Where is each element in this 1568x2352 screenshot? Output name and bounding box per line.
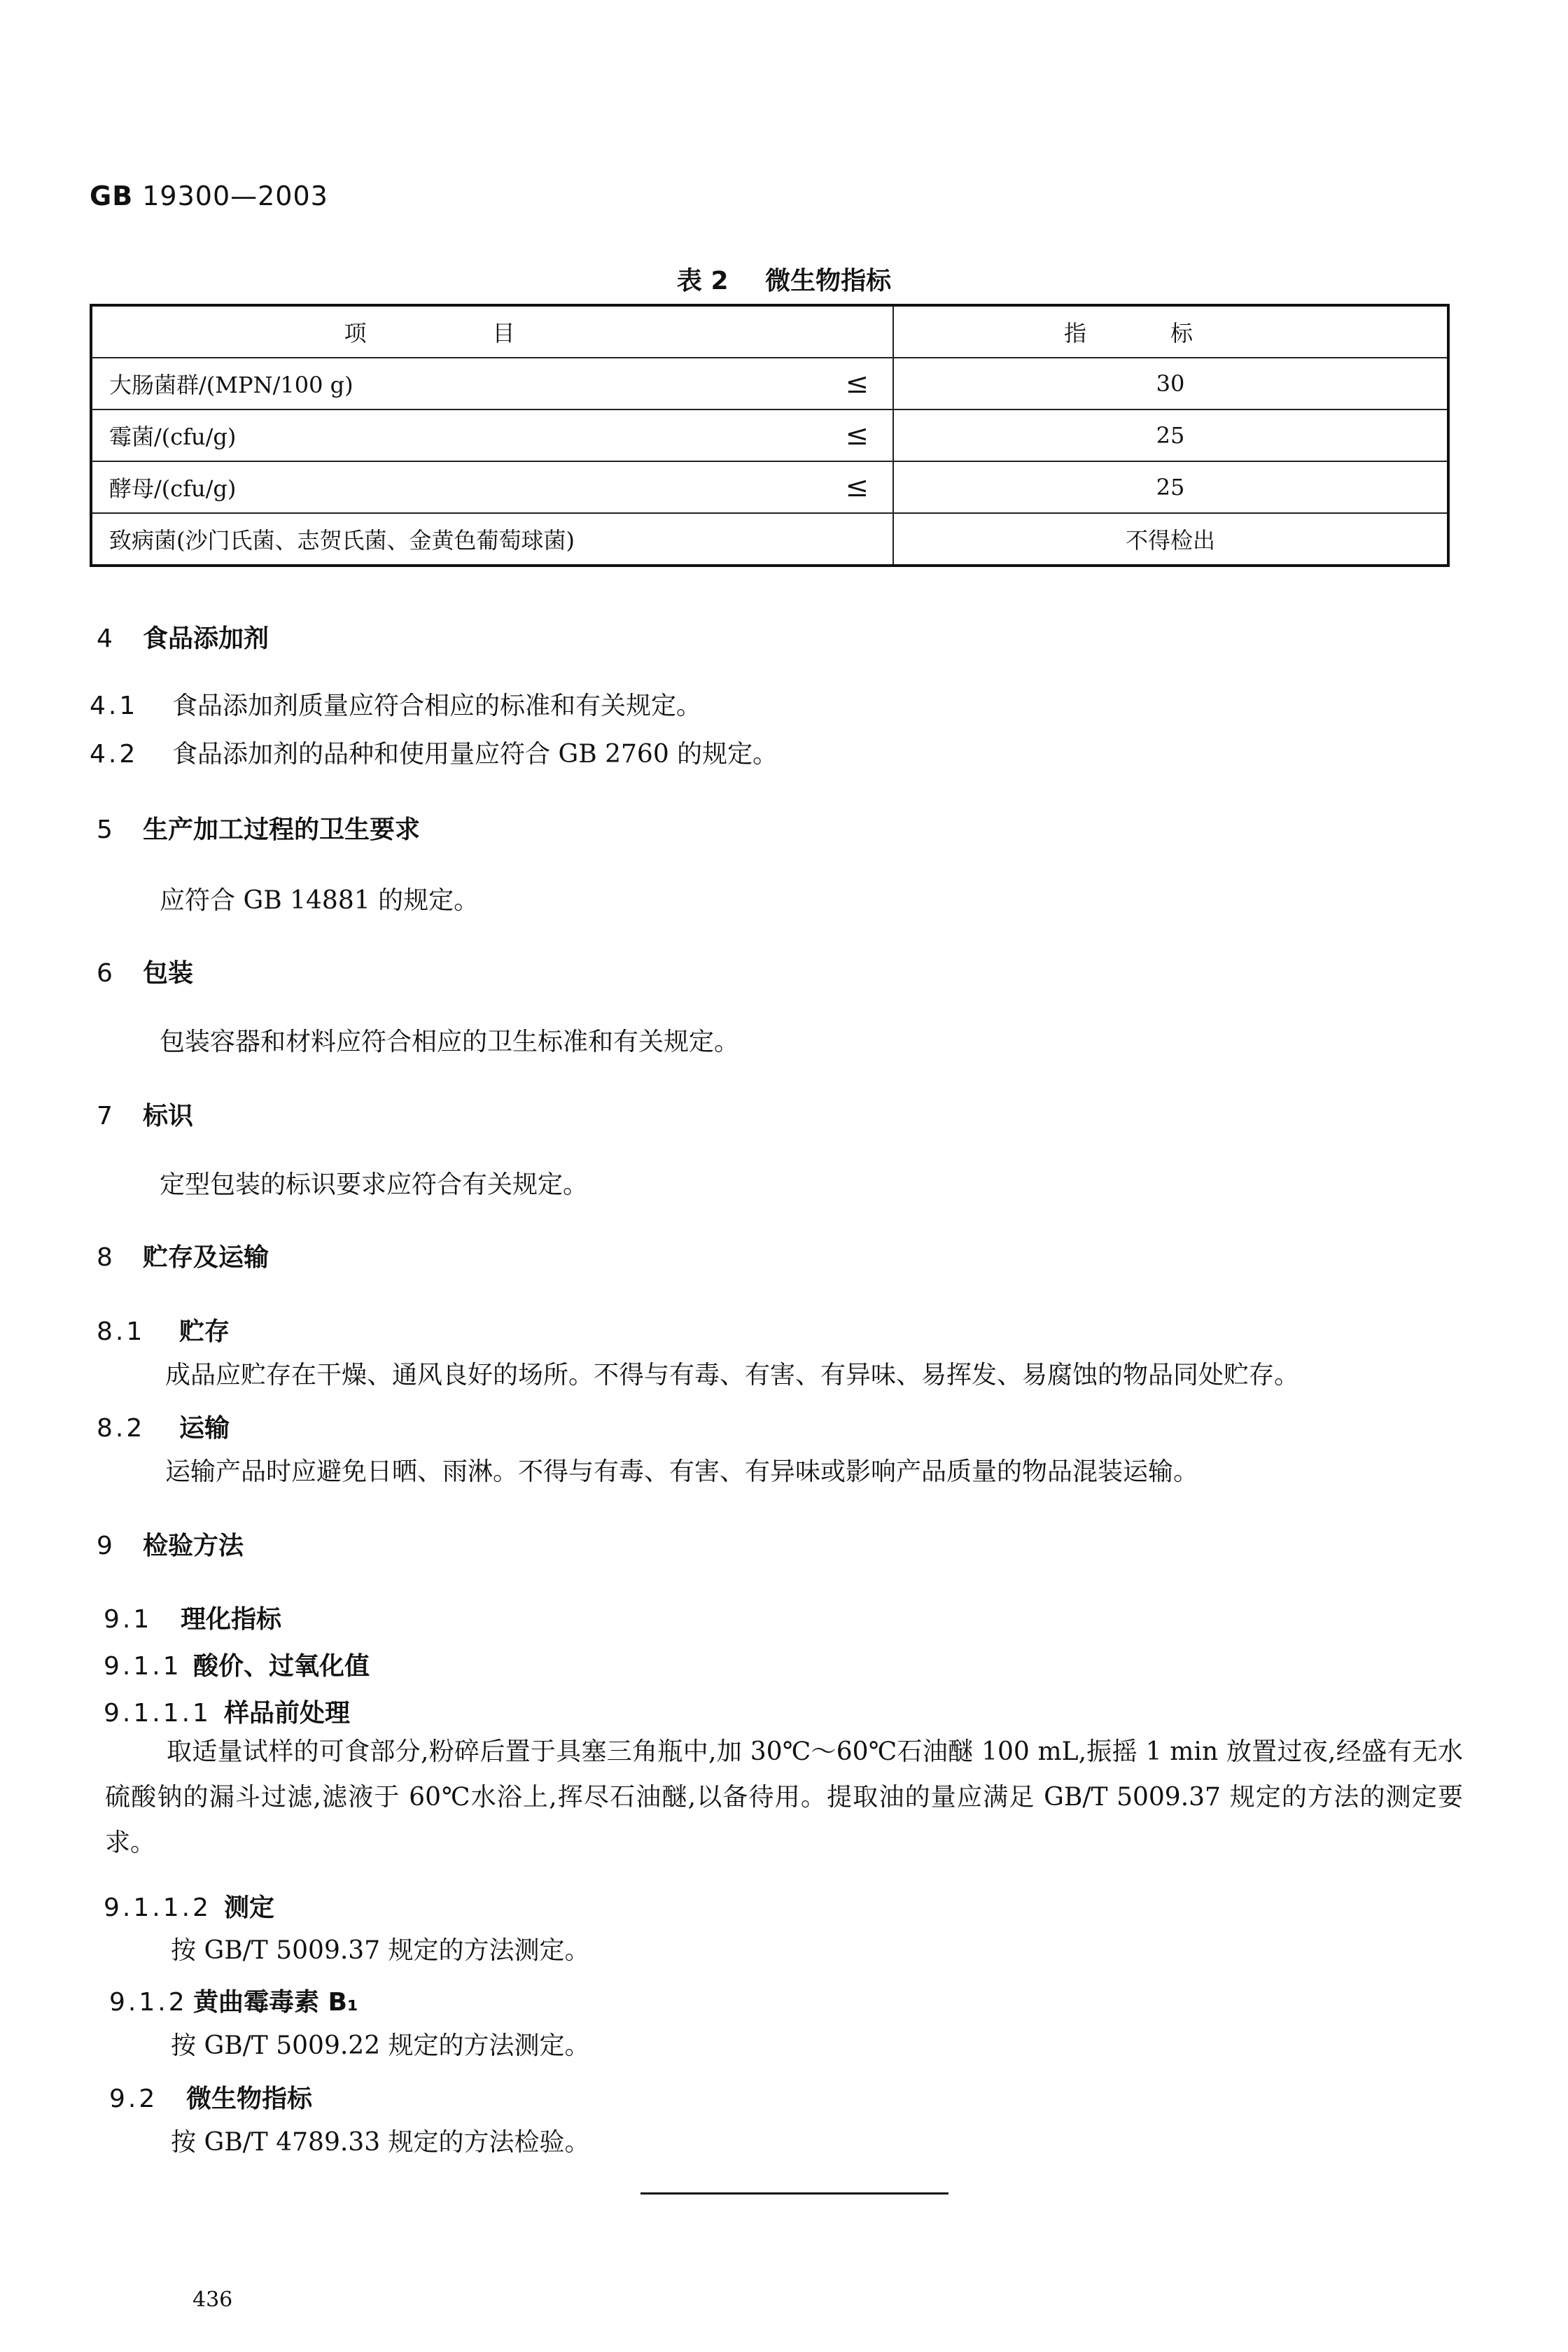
less-equal-sign: ≤ — [845, 471, 869, 503]
clause-4-1: 4.1 食品添加剂质量应符合相应的标准和有关规定。 — [90, 692, 702, 720]
section-4-heading: 4 食品添加剂 — [97, 624, 270, 653]
section-6-heading: 6 包装 — [97, 959, 194, 988]
std-number: 19300—2003 — [142, 181, 328, 211]
table-cell-item: 霉菌/(cfu/g) ≤ — [91, 410, 893, 461]
table-caption-title: 微生物指标 — [765, 267, 892, 295]
column-header-value: 指标 — [893, 305, 1448, 358]
clause-9-1-1-heading: 9.1.1 酸价、过氧化值 — [104, 1652, 370, 1681]
table-cell-value: 25 — [893, 461, 1448, 513]
page-number: 436 — [192, 2288, 233, 2312]
section-5-heading: 5 生产加工过程的卫生要求 — [97, 816, 421, 844]
clause-9-2-heading: 9.2 微生物指标 — [109, 2085, 313, 2113]
microbiological-indicators-table — [90, 304, 1450, 567]
table-row — [91, 461, 1448, 513]
table-cell-value: 25 — [893, 410, 1448, 461]
column-header-item: 项目 — [91, 305, 893, 358]
clause-9-2-text: 按 GB/T 4789.33 规定的方法检验。 — [171, 2128, 590, 2157]
table-row — [91, 410, 1448, 461]
table-header-row — [91, 305, 1448, 358]
less-equal-sign: ≤ — [845, 368, 869, 400]
table-cell-value: 30 — [893, 358, 1448, 410]
end-of-standard-rule — [640, 2192, 948, 2194]
section-7-text: 定型包装的标识要求应符合有关规定。 — [160, 1170, 589, 1199]
clause-8-2-heading: 8.2 运输 — [97, 1414, 230, 1443]
table-row — [91, 358, 1448, 410]
clause-9-1-2-heading: 9.1.2 黄曲霉毒素 B₁ — [109, 1988, 358, 2017]
clause-9-1-heading: 9.1 理化指标 — [104, 1605, 282, 1634]
clause-9-1-2-text: 按 GB/T 5009.22 规定的方法测定。 — [171, 2031, 590, 2060]
table-cell-item: 大肠菌群/(MPN/100 g) ≤ — [91, 358, 893, 410]
clause-4-2: 4.2 食品添加剂的品种和使用量应符合 GB 2760 的规定。 — [90, 740, 778, 769]
table-cell-item: 酵母/(cfu/g) ≤ — [91, 461, 893, 513]
clause-9-1-1-2-text: 按 GB/T 5009.37 规定的方法测定。 — [171, 1936, 590, 1965]
clause-9-1-1-1-text: 取适量试样的可食部分,粉碎后置于具塞三角瓶中,加 30℃～60℃石油醚 100 mL,振摇 1 min 放置过夜,经盛有无水硫酸钠的漏斗过滤,滤液于 60℃水浴上,挥尽石油醚,以备待用。提取油的量应满足 GB/T 5009.37 规定的方法的测定要求。 — [105, 1737, 1463, 1857]
std-prefix: GB — [90, 181, 134, 211]
clause-8-2-text: 运输产品时应避免日晒、雨淋。不得与有毒、有害、有异味或影响产品质量的物品混装运输。 — [165, 1457, 1199, 1486]
clause-9-1-1-2-heading: 9.1.1.2 测定 — [104, 1893, 275, 1922]
standard-number-header — [90, 181, 328, 211]
section-5-text: 应符合 GB 14881 的规定。 — [160, 886, 479, 915]
section-7-heading: 7 标识 — [97, 1102, 194, 1130]
less-equal-sign: ≤ — [845, 419, 869, 451]
clause-8-1-heading: 8.1 贮存 — [97, 1317, 230, 1346]
clause-8-1-text: 成品应贮存在干燥、通风良好的场所。不得与有毒、有害、有异味、易挥发、易腐蚀的物品同处贮存。 — [165, 1361, 1300, 1390]
table-caption — [0, 261, 1568, 297]
table-caption-label: 表 2 — [676, 267, 729, 295]
clause-9-1-1-1-heading: 9.1.1.1 样品前处理 — [104, 1699, 351, 1728]
section-8-heading: 8 贮存及运输 — [97, 1243, 270, 1272]
table-row — [91, 513, 1448, 566]
section-9-heading: 9 检验方法 — [97, 1532, 244, 1560]
table-cell-item: 致病菌(沙门氏菌、志贺氏菌、金黄色葡萄球菌) — [91, 513, 893, 566]
table-cell-value: 不得检出 — [893, 513, 1448, 566]
section-6-text: 包装容器和材料应符合相应的卫生标准和有关规定。 — [160, 1028, 740, 1056]
